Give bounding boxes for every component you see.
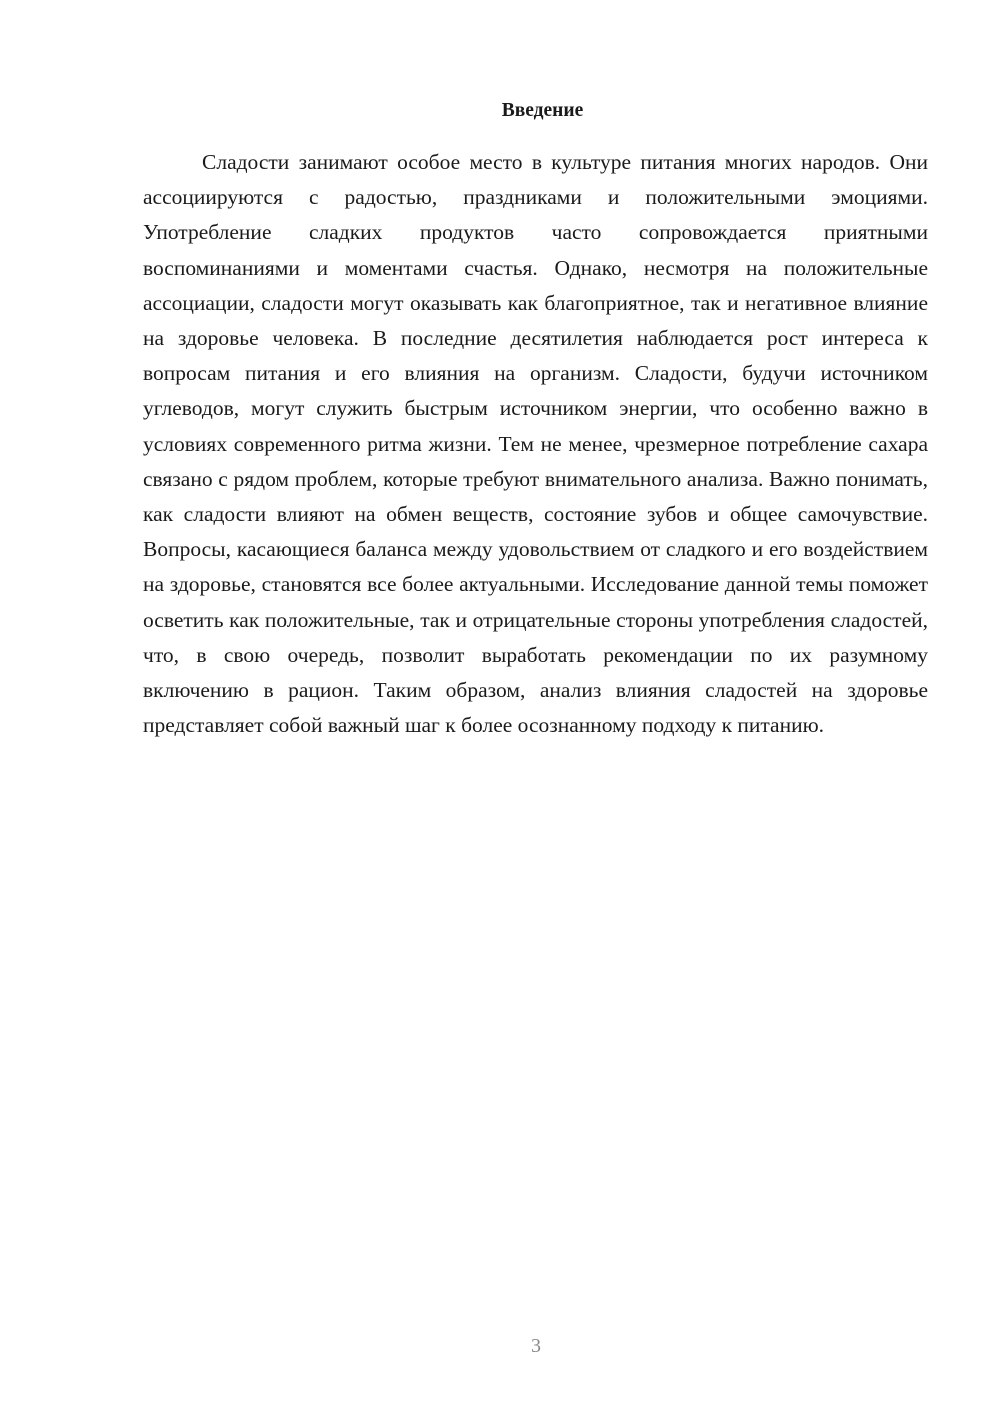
page-content xyxy=(143,97,928,743)
section-heading: Введение xyxy=(501,100,584,121)
page-number: 3 xyxy=(531,1335,541,1357)
body-paragraph: Сладости занимают особое место в культуре питания многих народов. Они ассоциируются с радостью, праздниками и положительными эмоциями. Употребление сладких продуктов часто сопровождается приятными воспоминаниями и моментами счастья. Однако, несмотря на положительные ассоциации, сладости могут оказывать как благоприятное, так и негативное влияние на здоровье человека. В последние десятилетия наблюдается рост интереса к вопросам питания и его влияния на организм. Сладости, будучи источником углеводов, могут служить быстрым источником энергии, что особенно важно в условиях современного ритма жизни. Тем не менее, чрезмерное потребление сахара связано с рядом проблем, которые требуют внимательного анализа. Важно понимать, как сладости влияют на обмен веществ, состояние зубов и общее самочувствие. Вопросы, касающиеся баланса между удовольствием от сладкого и его воздействием на здоровье, становятся все более актуальными. Исследование данной темы поможет осветить как положительные, так и отрицательные стороны употребления сладостей, что, в свою очередь, позволит выработать рекомендации по их разумному включению в рацион. Таким образом, анализ влияния сладостей на здоровье представляет собой важный шаг к более осознанному подходу к питанию. xyxy=(143,150,928,738)
